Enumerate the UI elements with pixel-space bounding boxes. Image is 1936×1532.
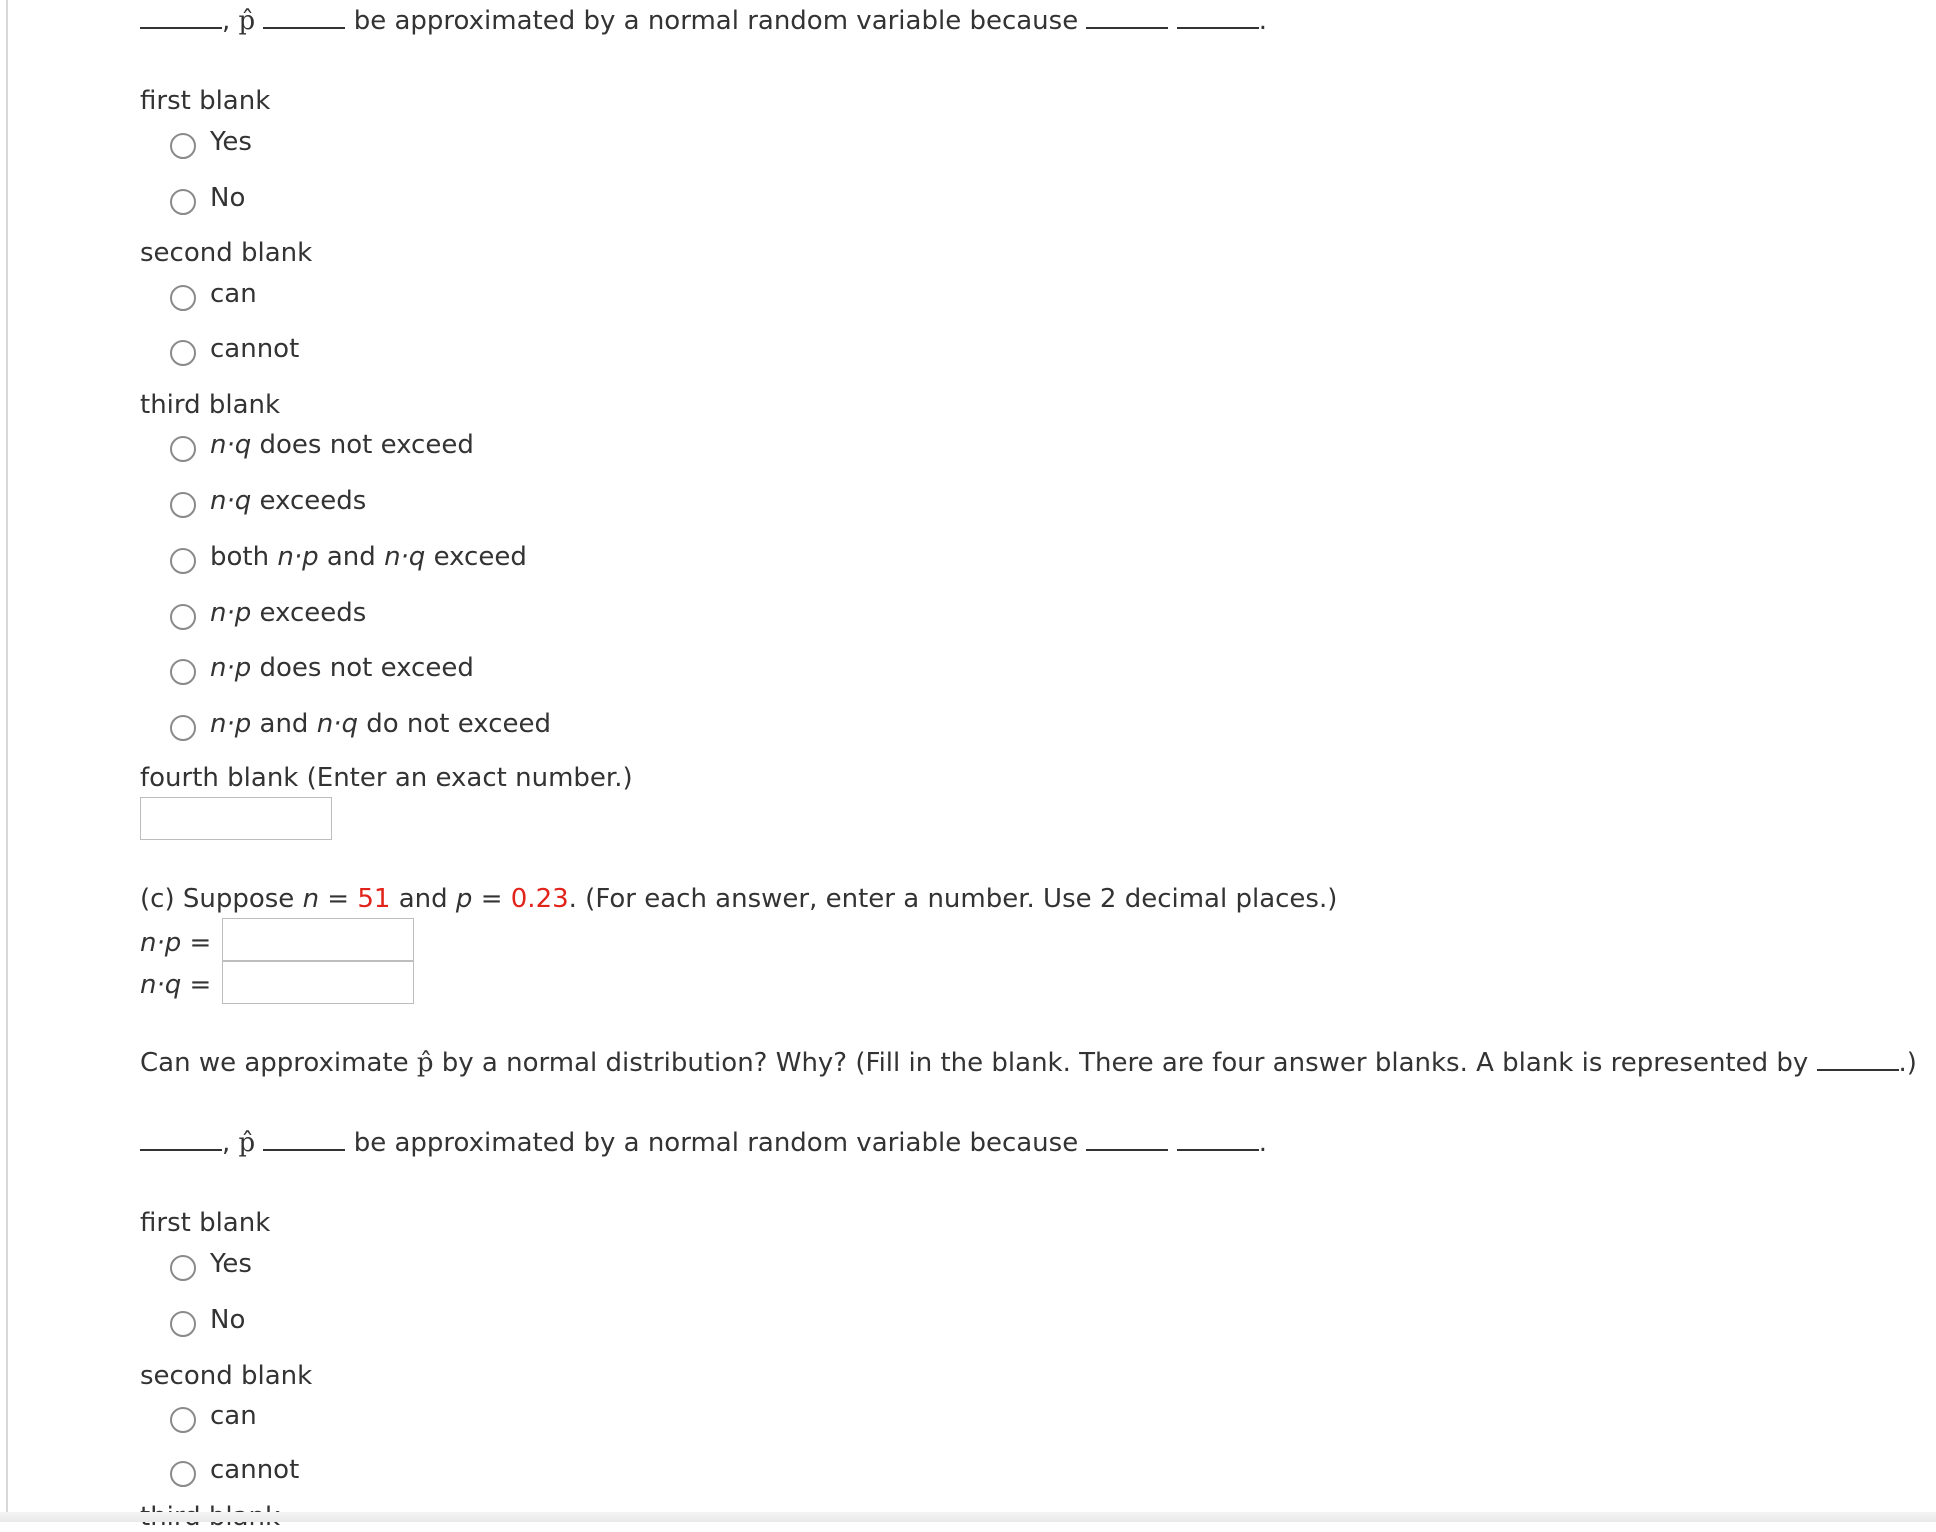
math-term: n·q [316, 709, 358, 739]
blank-line [1177, 1149, 1259, 1151]
p-hat-symbol: p̂ [238, 1128, 256, 1158]
equals: = [181, 928, 212, 958]
radio-yes-c[interactable] [170, 1255, 196, 1281]
third-blank-label: third blank [140, 390, 281, 420]
radio-yes[interactable] [170, 133, 196, 159]
var-n: n [302, 884, 320, 914]
nq-input[interactable] [222, 961, 414, 1004]
math-term: n·p [210, 709, 252, 739]
option-text: exceed [425, 542, 527, 572]
blank-line [1817, 1069, 1899, 1071]
blank-line [140, 1149, 222, 1151]
option-text: do not exceed [357, 709, 551, 739]
fill-sentence-b [140, 6, 1267, 36]
math-term: n·q [210, 486, 252, 516]
part-c-intro [140, 884, 1337, 914]
nq-label [140, 970, 211, 1000]
period: . [1258, 6, 1267, 36]
option-text: and [251, 709, 317, 739]
option-label: can [210, 279, 257, 309]
radio-nq-not-exceed[interactable] [170, 436, 196, 462]
math-term: n·p [277, 542, 319, 572]
radio-nq-exceeds[interactable] [170, 492, 196, 518]
question-c [140, 1048, 1917, 1078]
option-label: can [210, 1401, 257, 1431]
option-text: both [210, 542, 278, 572]
math-term: n·p [210, 653, 252, 683]
period: . [1258, 1128, 1267, 1158]
comma: , [222, 6, 231, 36]
p-value: 0.23 [510, 884, 569, 914]
second-blank-label: second blank [140, 238, 313, 268]
option-label: cannot [210, 334, 300, 364]
intro-text: (c) Suppose [140, 884, 303, 914]
intro-text: . (For each answer, enter a number. Use 2 decimal places.) [568, 884, 1338, 914]
sentence-text: be approximated by a normal random variable because [353, 1128, 1079, 1158]
math-term: n·p [140, 928, 182, 958]
blank-line [1086, 27, 1168, 29]
blank-line [263, 27, 345, 29]
np-label [140, 928, 211, 958]
option-label: Yes [210, 1249, 252, 1279]
option-label: Yes [210, 127, 252, 157]
equals: = [181, 970, 212, 1000]
option-text: exceeds [251, 486, 367, 516]
second-blank-label-c: second blank [140, 1361, 313, 1391]
option-text: does not exceed [251, 653, 474, 683]
option-label [210, 430, 474, 460]
n-value: 51 [357, 884, 391, 914]
option-label [210, 709, 551, 739]
radio-no-c[interactable] [170, 1311, 196, 1337]
p-hat-symbol: p̂ [416, 1048, 434, 1078]
first-blank-label-c: first blank [140, 1208, 271, 1238]
question-text: .) [1898, 1048, 1917, 1078]
radio-can-c[interactable] [170, 1407, 196, 1433]
radio-both-not-exceed[interactable] [170, 715, 196, 741]
intro-text: and [390, 884, 456, 914]
var-p: p [455, 884, 473, 914]
option-label [210, 653, 474, 683]
first-blank-label: first blank [140, 86, 271, 116]
blank-line [140, 27, 222, 29]
radio-cannot[interactable] [170, 340, 196, 366]
question-text: by a normal distribution? Why? (Fill in the blank. There are four answer blanks. A blank is represented by [433, 1048, 1809, 1078]
np-input[interactable] [222, 918, 414, 961]
blank-line [1086, 1149, 1168, 1151]
radio-can[interactable] [170, 285, 196, 311]
left-border [6, 0, 8, 1522]
math-term: n·q [384, 542, 426, 572]
option-label: cannot [210, 1455, 300, 1485]
equals: = [319, 884, 358, 914]
blank-line [263, 1149, 345, 1151]
option-text: exceeds [251, 598, 367, 628]
math-term: n·q [140, 970, 182, 1000]
option-label: No [210, 1305, 246, 1335]
option-label [210, 486, 366, 516]
option-label [210, 542, 527, 572]
question-text: Can we approximate [140, 1048, 417, 1078]
bottom-bar [0, 1512, 1936, 1522]
p-hat-symbol: p̂ [238, 6, 256, 36]
option-text: does not exceed [251, 430, 474, 460]
radio-np-not-exceed[interactable] [170, 659, 196, 685]
equals: = [472, 884, 511, 914]
blank-line [1177, 27, 1259, 29]
math-term: n·q [210, 430, 252, 460]
option-text: and [318, 542, 385, 572]
radio-cannot-c[interactable] [170, 1461, 196, 1487]
option-label [210, 598, 366, 628]
comma: , [222, 1128, 231, 1158]
radio-no[interactable] [170, 189, 196, 215]
fill-sentence-c [140, 1128, 1267, 1158]
math-term: n·p [210, 598, 252, 628]
sentence-text: be approximated by a normal random variable because [353, 6, 1079, 36]
fourth-blank-label: fourth blank (Enter an exact number.) [140, 763, 633, 793]
radio-np-exceeds[interactable] [170, 604, 196, 630]
option-label: No [210, 183, 246, 213]
fourth-blank-input[interactable] [140, 797, 332, 840]
radio-both-exceed[interactable] [170, 548, 196, 574]
